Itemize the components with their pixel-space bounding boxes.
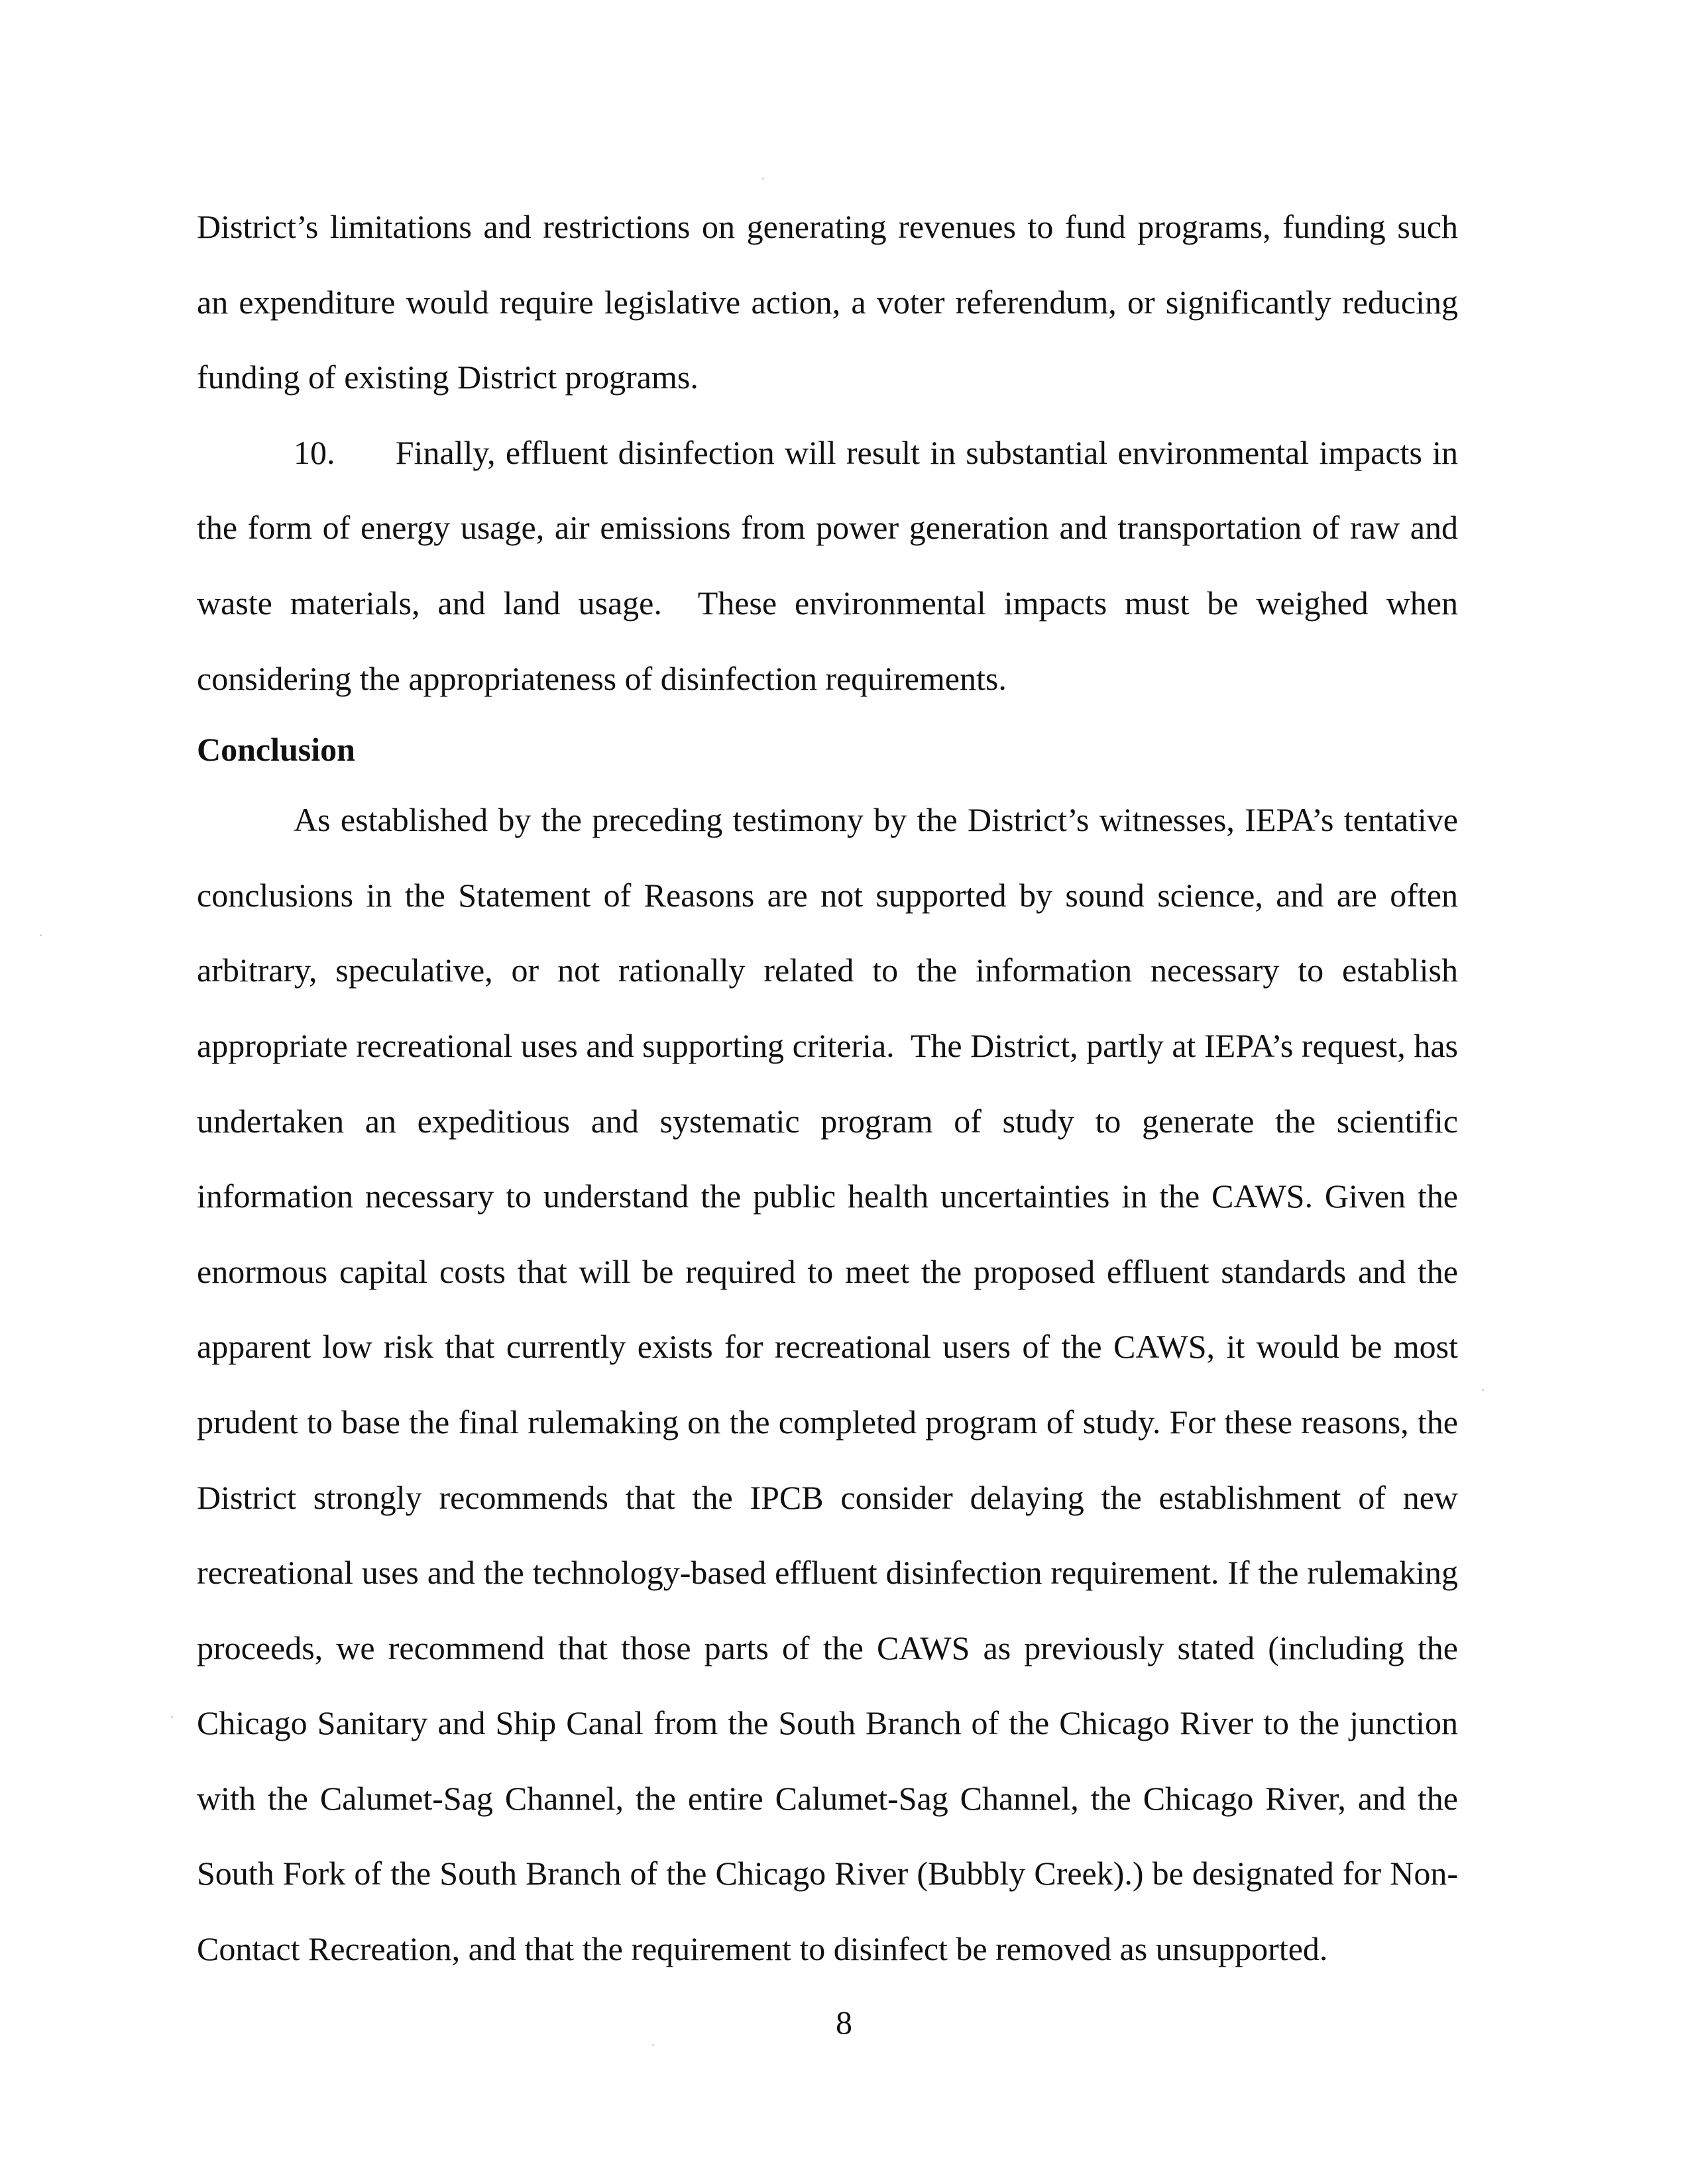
conclusion-heading: Conclusion xyxy=(197,731,355,769)
scan-speck xyxy=(652,2044,654,2046)
continuation-paragraph: District’s limitations and restrictions on generating revenues to fund programs, funding such an expenditure would require legislative action, a voter referendum, or significantly reducing funding of existing District programs. xyxy=(197,208,1458,396)
conclusion-paragraph: As established by the preceding testimony by the District’s witnesses, IEPA’s tentative conclusions in the Statement of Reasons are not supported by sound science, and are often arbitrary, speculative, or not rationally related to the information necessary to establish appropriate recreational uses and supporting criteria. The District, partly at IEPA’s request, has undertaken an expeditious and systematic program of study to generate the scientific information necessary to understand the public health uncertainties in the CAWS. Given the enormous capital costs that will be required to meet the proposed effluent standards and the apparent low risk that currently exists for recreational users of the CAWS, it would be most prudent to base the final rulemaking on the completed program of study. For these reasons, the District strongly recommends that the IPCB consider delaying the establishment of new recreational uses and the technology-based effluent disinfection requirement. If the rulemaking proceeds, we recommend that those parts of the CAWS as previously stated (including the Chicago Sanitary and Ship Canal from the South Branch of the Chicago River to the junction with the Calumet-Sag Channel, the entire Calumet-Sag Channel, the Chicago River, and the South Fork of the South Branch of the Chicago River (Bubbly Creek).) be designated for Non-Contact Recreation, and that the requirement to disinfect be removed as unsupported. xyxy=(197,801,1458,1968)
page-number: 8 xyxy=(836,2004,852,2041)
scan-speck xyxy=(1482,1389,1484,1391)
paragraph-item-10: 10. Finally, effluent disinfection will result in substantial environmental impacts in the form of energy usage, air emissions from power generation and transportation of raw and waste materials, and land usage. These environmental impacts must be weighed when considering the appropriateness of disinfection requirements. xyxy=(197,433,1458,697)
scan-speck xyxy=(762,178,764,180)
scan-speck xyxy=(171,1716,173,1718)
scan-speck xyxy=(40,934,42,936)
page-body xyxy=(197,190,1458,1987)
